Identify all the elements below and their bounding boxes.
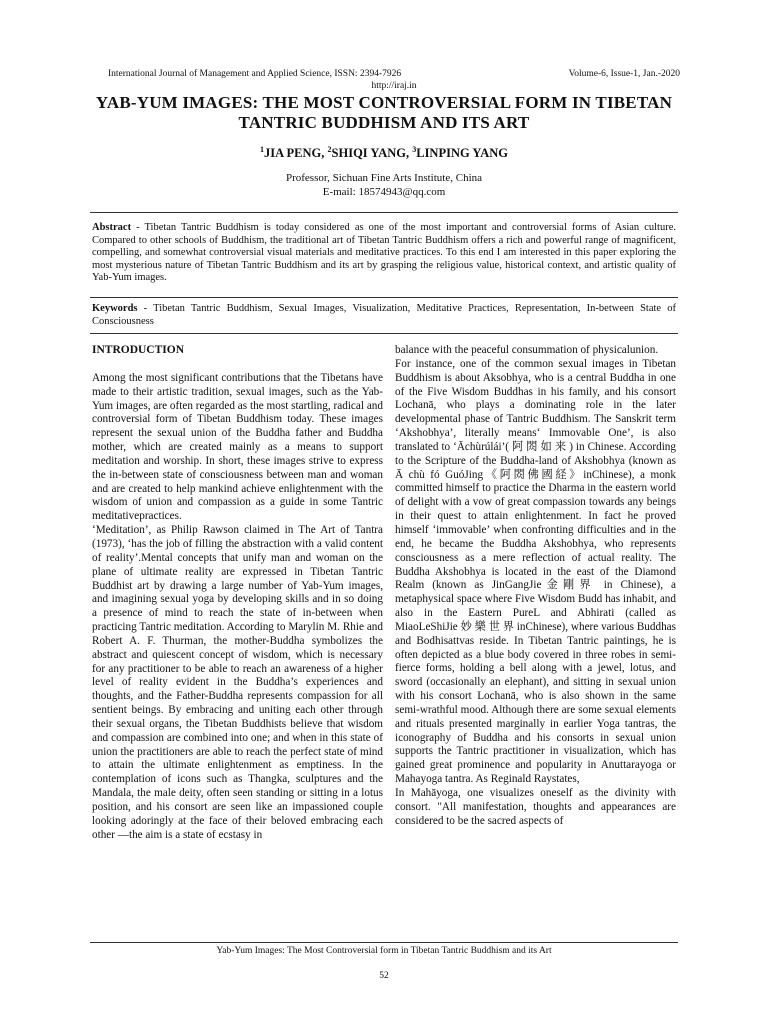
abstract-label: Abstract [92,222,132,233]
running-footer: Yab-Yum Images: The Most Controversial form in Tibetan Tantric Buddhism and its Art [216,946,552,956]
keywords-text: - Tibetan Tantric Buddhism, Sexual Images, Visualization, Meditative Practices, Representation, In-between State of Consciousness [92,303,676,327]
divider-top [90,212,678,213]
paper-title: YAB-YUM IMAGES: THE MOST CONTROVERSIAL FORM IN TIBETAN TANTRIC BUDDHISM AND ITS ART [95,93,673,132]
author-3-sup: 3 [412,145,417,154]
author-email: E-mail: 18574943@qq.com [322,185,446,198]
right-column [395,344,676,829]
author-1: JIA PENG [263,146,322,161]
divider-keywords [90,333,678,334]
paragraph: balance with the peaceful consummation of physicalunion. [395,344,659,356]
affiliation [0,172,768,199]
author-1-sup: 1 [259,145,264,154]
abstract-text: - Tibetan Tantric Buddhism is today considered as one of the most important and controversial forms of Asian culture. Compared to other schools of Buddhism, the traditional art of Tibetan Tantric Buddhism offers a rich and powerful range of magnificent, compelling, and somewhat controversial visual materials and meditative practices. To this end I am interested in this paper exploring the most mysterious nature of Tibetan Tantric Buddhism and its art by grasping the religious value, historical context, and artistic quality of Yab-Yum images. [92,222,676,284]
page-number: 52 [379,971,389,981]
divider-footer [90,942,678,943]
abstract [92,222,676,285]
paragraph: In Mahāyoga, one visualizes oneself as the divinity with consort. "All manifestation, thoughts and appearances are considered to be the sacred aspects of [395,787,676,827]
journal-name: International Journal of Management and Applied Science, ISSN: 2394-7926 [108,69,402,79]
author-3: LINPING YANG [416,146,509,161]
journal-url[interactable]: http://iraj.in [371,81,417,91]
affiliation-line: Professor, Sichuan Fine Arts Institute, China [285,172,483,184]
paragraph: For instance, one of the common sexual images in Tibetan Buddhism is about Aksobhya, who is a central Buddha in one of the Five Wisdom Buddhas in his family, and his consort Lochanā, who plays a dominating role in the later developmental phase of Tantric Buddhism. The Sanskrit term ‘Akshobhya’, literally means‘ Immovable One’, is also translated to ‘Āchùrúlái’( 阿 閦 如 来 ) in Chinese. According to the Scripture of the Buddha-land of Akshobhya (known as Ā chù fó GuóJing《阿閦佛國経》inChinese), a monk committed himself to practice the Dharma in the eastern world of delight with a vow of great compassion towards any beings in their quest to attain enlightenment. In fact he proved himself ‘immovable’ when confronting difficulties and in the end, he became the Buddha Akshobhya, who represents consciousness as a mere reflection of actual reality. The Buddha Akshobhya is located in the east of the Diamond Realm (known as JinGangJie金剛界 in Chinese), a metaphysical space where Five Wisdom Budd has inhabit, and also in the Eastern PureL and Abhirati (called as MiaoLeShiJie 妙 樂 世 界 inChinese), where various Buddhas and Bodhisattvas reside. In Tibetan Tantric paintings, he is often depicted as a blue body covered in three robes in semi-fierce forms, holding a bell along with a jewel, lotus, and sword (occasionally an elephant), and sitting in sexual union with his consort Lochanā, who is also shown in the same semi-wrathful mood. Although there are some sexual elements and rituals presented marginally in earlier Yoga tantras, the iconography of Buddha and his consorts in sexual union supports the Tantric practitioner in visualization, which has gained great prominence and popularity in Anuttarayoga or Mahayoga tantra. As Reginald Raystates, [395,357,676,786]
author-2-sup: 2 [327,145,332,154]
volume-info: Volume-6, Issue-1, Jan.-2020 [568,69,680,79]
keywords-label: Keywords [92,303,138,314]
author-2: SHIQI YANG [331,146,406,161]
left-column [92,344,383,843]
paragraph: ‘Meditation’, as Philip Rawson claimed in The Art of Tantra (1973), ‘has the job of filling the abstraction with a valid content of reality’.Mental concepts that unify man and woman on the plane of ultimate reality are expressed in Tibetan Tantric Buddhist art by drawing a large number of Yab-Yum images, and imagining sexual yoga by developing skills and in so doing a presence of mind to reach the state of in-between when practicing Tantric meditation. According to Marylin M. Rhie and Robert A. F. Thurman, the mother-Buddha symbolizes the abstract and quiescent concept of wisdom, which is necessary for any practitioner to be able to reach an awareness of a higher level of reality evident in the Buddha’s experiences and thoughts, and the Father-Buddha represents compassion for all sentient beings. By embracing and uniting each other through their sexual organs, the Tibetan Buddhists believe that wisdom and compassion are combined into one; and when in this state of union the practitioners are able to reach the perfect state of mind to attain the ultimate enlightenment as emptiness. In the contemplation of icons such as Thangka, sculptures and the Mandala, the male deity, often seen standing or sitting in a lotus position, and his consort are seen like an impassioned couple looking adoringly at the face of their beloved embracing each other —the aim is a state of ecstasy in [92,524,383,841]
section-heading: INTRODUCTION [92,344,185,356]
paragraph: Among the most significant contributions that the Tibetans have made to their artistic tradition, sexual images, such as the Yab-Yum images, are often regarded as the most startling, radical and controversial form of Tibetan Buddhism today. These images represent the sexual union of the Buddha father and Buddha mother, which are created mainly as a means to support meditation and worship. In short, these images strive to express the in-between state of consciousness between man and woman and are created to help mankind achieve enlightenment with the wisdom of union and compassion as a guide in some Tantric meditativepractices. [92,371,383,523]
keywords [92,303,676,328]
author-list: $^1$JIA PENG, $^2$SHIQI YANG, $^3$LINPING YANG [259,145,509,161]
divider-abstract [90,297,678,298]
